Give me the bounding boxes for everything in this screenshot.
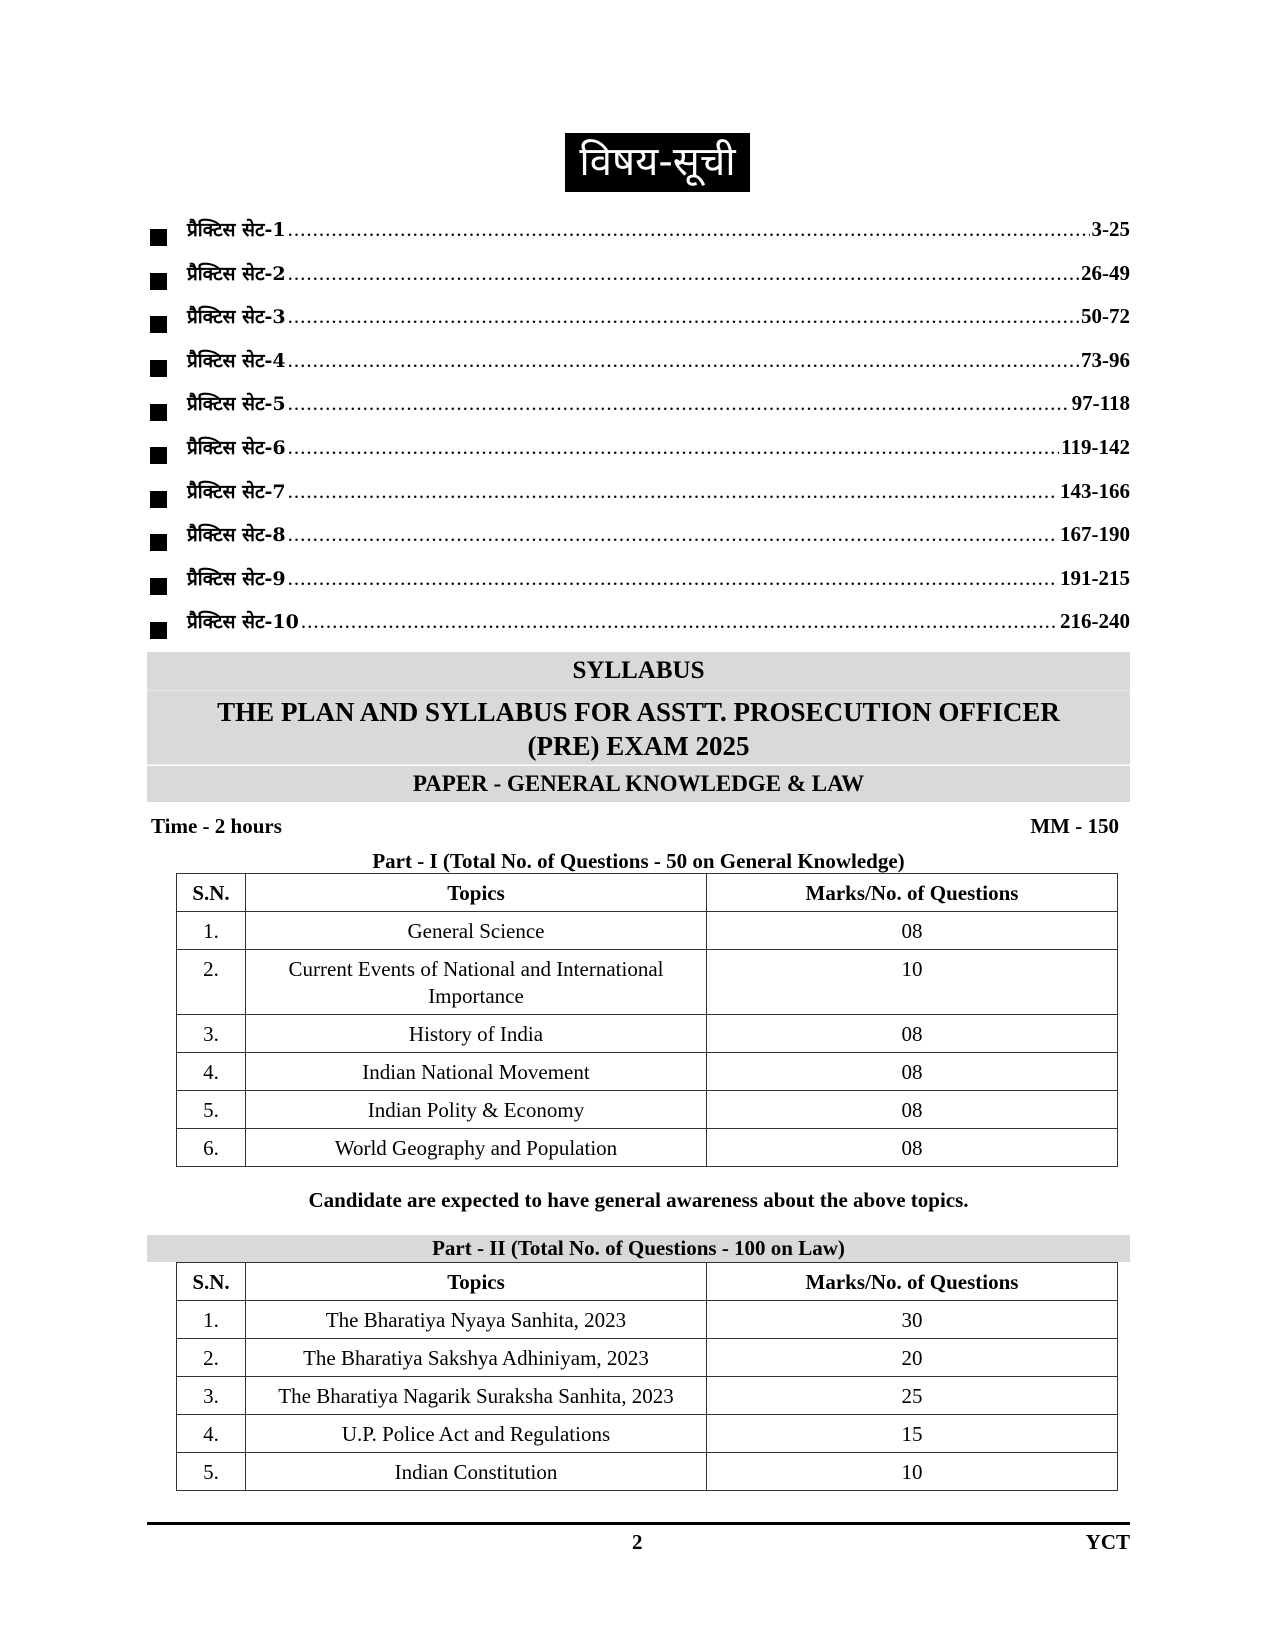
- toc-pages: 3-25: [1091, 217, 1130, 241]
- cell-sn: 3.: [177, 1015, 246, 1053]
- toc-entry[interactable]: [150, 303, 1130, 347]
- syllabus-heading: SYLLABUS: [147, 652, 1130, 691]
- table-row: [177, 1377, 1118, 1415]
- toc-label: प्रैक्टिस सेट-7: [187, 480, 286, 503]
- toc-pages: 119-142: [1061, 434, 1130, 459]
- part2-caption: Part - II (Total No. of Questions - 100 on Law): [147, 1235, 1130, 1262]
- toc-label: प्रैक्टिस सेट-9: [187, 567, 286, 590]
- max-marks: MM - 150: [1030, 814, 1119, 838]
- toc-entry[interactable]: [150, 478, 1130, 522]
- toc-pages: 50-72: [1081, 304, 1130, 329]
- cell-topic: Current Events of National and International Importance: [246, 950, 707, 1015]
- paper-heading: PAPER - GENERAL KNOWLEDGE & LAW: [147, 766, 1130, 802]
- table-row: [177, 1339, 1118, 1377]
- dot-leader: [288, 217, 1090, 242]
- dot-leader: [288, 479, 1058, 504]
- cell-topic: World Geography and Population: [246, 1129, 707, 1167]
- dot-leader: [288, 522, 1058, 547]
- table-header-row: [177, 1263, 1118, 1301]
- awareness-note: Candidate are expected to have general awareness about the above topics.: [308, 1188, 969, 1212]
- dot-leader: [301, 609, 1058, 634]
- cell-sn: 1.: [177, 1301, 246, 1339]
- square-bullet-icon: [150, 622, 167, 639]
- plan-heading-line2: (PRE) EXAM 2025: [527, 731, 750, 761]
- cell-marks: 10: [707, 1453, 1118, 1491]
- cell-marks: 25: [707, 1377, 1118, 1415]
- square-bullet-icon: [150, 229, 167, 246]
- toc-pages: 143-166: [1060, 478, 1130, 503]
- dot-leader: [288, 566, 1058, 591]
- toc-label: प्रैक्टिस सेट-10: [187, 611, 299, 634]
- table-row: [177, 912, 1118, 950]
- table-row: [177, 950, 1118, 1015]
- cell-topic: Indian National Movement: [246, 1053, 707, 1091]
- plan-heading-line1: THE PLAN AND SYLLABUS FOR ASSTT. PROSECUTION OFFICER: [217, 697, 1060, 727]
- toc-pages: 167-190: [1060, 522, 1130, 547]
- cell-marks: 08: [707, 1015, 1118, 1053]
- cell-sn: 2.: [177, 950, 246, 1015]
- cell-marks: 15: [707, 1415, 1118, 1453]
- toc-label: प्रैक्टिस सेट-4: [187, 349, 286, 372]
- cell-topic: Indian Polity & Economy: [246, 1091, 707, 1129]
- cell-marks: 08: [707, 1129, 1118, 1167]
- cell-sn: 3.: [177, 1377, 246, 1415]
- table-row: [177, 1053, 1118, 1091]
- exam-time: Time - 2 hours: [151, 814, 282, 838]
- table-header-row: [177, 874, 1118, 912]
- part1-table: [176, 873, 1118, 1167]
- header-topics: Topics: [246, 1263, 707, 1301]
- toc-entry[interactable]: [150, 260, 1130, 304]
- dot-leader: [288, 261, 1079, 286]
- dot-leader: [288, 348, 1079, 373]
- toc-label: प्रैक्टिस सेट-6: [187, 436, 286, 459]
- cell-topic: The Bharatiya Nagarik Suraksha Sanhita, 2023: [246, 1377, 707, 1415]
- square-bullet-icon: [150, 360, 167, 377]
- cell-topic: The Bharatiya Nyaya Sanhita, 2023: [246, 1301, 707, 1339]
- toc-entry[interactable]: [150, 347, 1130, 391]
- cell-marks: 10: [707, 950, 1118, 1015]
- cell-sn: 4.: [177, 1053, 246, 1091]
- contents-title: विषय-सूची: [565, 133, 750, 192]
- toc-pages: 216-240: [1060, 609, 1130, 634]
- table-row: [177, 1415, 1118, 1453]
- dot-leader: [288, 391, 1070, 416]
- cell-topic: The Bharatiya Sakshya Adhiniyam, 2023: [246, 1339, 707, 1377]
- publisher-brand: YCT: [1085, 1530, 1130, 1554]
- cell-marks: 08: [707, 1091, 1118, 1129]
- toc-entry[interactable]: [150, 608, 1130, 652]
- square-bullet-icon: [150, 491, 167, 508]
- square-bullet-icon: [150, 578, 167, 595]
- toc-pages: 73-96: [1081, 347, 1130, 372]
- header-sn: S.N.: [177, 1263, 246, 1301]
- table-row: [177, 1453, 1118, 1491]
- toc-label: प्रैक्टिस सेट-3: [187, 306, 286, 329]
- cell-sn: 2.: [177, 1339, 246, 1377]
- cell-topic: History of India: [246, 1015, 707, 1053]
- page-number: 2: [632, 1530, 643, 1554]
- toc-label: प्रैक्टिस सेट-1: [187, 219, 286, 241]
- header-marks: Marks/No. of Questions: [707, 874, 1118, 912]
- square-bullet-icon: [150, 273, 167, 290]
- toc-entry[interactable]: [150, 565, 1130, 609]
- part1-caption: Part - I (Total No. of Questions - 50 on General Knowledge): [372, 849, 905, 873]
- toc-pages: 26-49: [1081, 260, 1130, 285]
- cell-sn: 5.: [177, 1453, 246, 1491]
- footer-rule: [147, 1522, 1130, 1525]
- toc-entry[interactable]: [150, 216, 1130, 260]
- square-bullet-icon: [150, 447, 167, 464]
- dot-leader: [288, 304, 1079, 329]
- table-of-contents: [150, 216, 1130, 652]
- table-row: [177, 1091, 1118, 1129]
- exam-meta: [151, 814, 1119, 839]
- toc-entry[interactable]: [150, 521, 1130, 565]
- square-bullet-icon: [150, 404, 167, 421]
- cell-marks: 30: [707, 1301, 1118, 1339]
- toc-label: प्रैक्टिस सेट-5: [187, 393, 286, 416]
- cell-marks: 08: [707, 912, 1118, 950]
- dot-leader: [288, 435, 1060, 460]
- cell-marks: 08: [707, 1053, 1118, 1091]
- header-sn: S.N.: [177, 874, 246, 912]
- table-row: [177, 1015, 1118, 1053]
- part2-table: [176, 1262, 1118, 1491]
- header-marks: Marks/No. of Questions: [707, 1263, 1118, 1301]
- square-bullet-icon: [150, 534, 167, 551]
- cell-topic: Indian Constitution: [246, 1453, 707, 1491]
- toc-pages: 191-215: [1060, 565, 1130, 590]
- cell-topic: General Science: [246, 912, 707, 950]
- square-bullet-icon: [150, 316, 167, 333]
- header-topics: Topics: [246, 874, 707, 912]
- toc-entry[interactable]: [150, 390, 1130, 434]
- cell-sn: 6.: [177, 1129, 246, 1167]
- toc-label: प्रैक्टिस सेट-2: [187, 262, 286, 285]
- plan-heading: [147, 691, 1130, 765]
- toc-entry[interactable]: [150, 434, 1130, 478]
- cell-sn: 1.: [177, 912, 246, 950]
- table-row: [177, 1301, 1118, 1339]
- cell-sn: 5.: [177, 1091, 246, 1129]
- table-row: [177, 1129, 1118, 1167]
- cell-marks: 20: [707, 1339, 1118, 1377]
- cell-sn: 4.: [177, 1415, 246, 1453]
- toc-pages: 97-118: [1071, 391, 1130, 416]
- cell-topic: U.P. Police Act and Regulations: [246, 1415, 707, 1453]
- toc-label: प्रैक्टिस सेट-8: [187, 524, 286, 547]
